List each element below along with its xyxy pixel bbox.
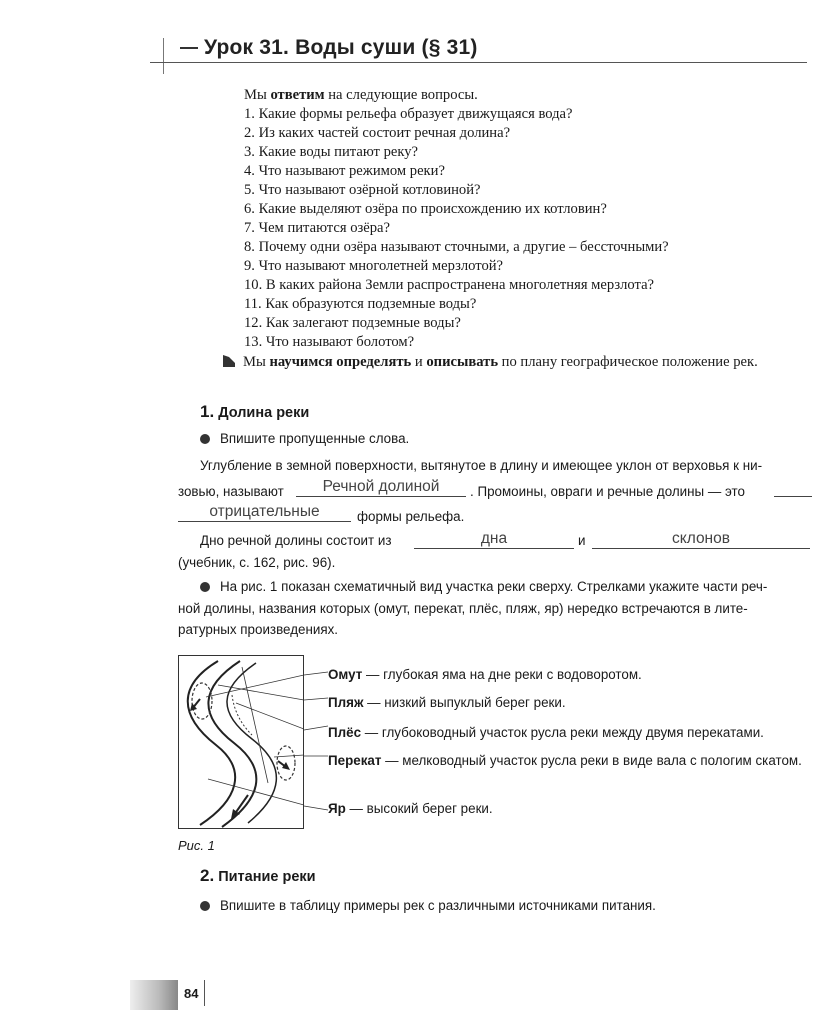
text-line: ратурных произведениях.: [178, 622, 338, 637]
bullet-icon: [200, 434, 210, 444]
answer-field-valley[interactable]: Речной долиной: [296, 478, 466, 497]
text-line: ной долины, названия которых (омут, перекат, плёс, пляж, яр) нередко встречаются в лите-: [178, 601, 748, 616]
question-item: 13. Что называют болотом?: [244, 334, 415, 350]
definition-plyazh: Пляж — низкий выпуклый берег реки.: [328, 695, 566, 710]
lesson-title: Урок 31. Воды суши (§ 31): [204, 36, 478, 59]
header-vertical-rule: [163, 38, 164, 74]
text-line: и: [578, 533, 586, 548]
question-item: 12. Как залегают подземные воды?: [244, 315, 461, 331]
header-rule: [150, 62, 807, 63]
intro-lead: Мы ответим на следующие вопросы.: [244, 87, 478, 103]
section-1-task: Впишите пропущенные слова.: [200, 431, 409, 446]
answer-field-blank[interactable]: [774, 478, 812, 497]
page-number-rule: [204, 980, 205, 1006]
bullet-icon: [200, 901, 210, 911]
section-1-title: 1. Долина реки: [200, 402, 310, 421]
answer-field-negative[interactable]: отрицательные: [178, 503, 351, 522]
text-line: формы рельефа.: [357, 509, 465, 524]
bullet-icon: [200, 582, 210, 592]
section-2-title: 2. Питание реки: [200, 866, 316, 885]
text-line: . Промоины, овраги и речные долины — это: [470, 484, 745, 499]
question-item: 9. Что называют многолетней мерзлотой?: [244, 258, 504, 274]
question-item: 6. Какие выделяют озёра по происхождению их котловин?: [244, 201, 607, 217]
section-1-task-2: На рис. 1 показан схематичный вид участка реки сверху. Стрелками укажите части реч-: [200, 579, 767, 594]
section-2-task: Впишите в таблицу примеры рек с различными источниками питания.: [200, 898, 656, 913]
definition-omut: Омут — глубокая яма на дне реки с водоворотом.: [328, 667, 642, 682]
page-corner-tab: [130, 980, 178, 1010]
question-item: 11. Как образуются подземные воды?: [244, 296, 477, 312]
figure-caption: Рис. 1: [178, 838, 215, 853]
question-item: 1. Какие формы рельефа образует движущаяся вода?: [244, 106, 573, 122]
page-number: 84: [184, 986, 199, 1001]
question-item: 3. Какие воды питают реку?: [244, 144, 419, 160]
question-item: 4. Что называют режимом реки?: [244, 163, 445, 179]
text-line: (учебник, с. 162, рис. 96).: [178, 555, 336, 570]
learn-marker-icon: [222, 354, 236, 368]
header-dash: [180, 47, 198, 49]
text-line: Углубление в земной поверхности, вытянутое в длину и имеющее уклон от верховья к ни-: [200, 458, 763, 473]
text-line: Дно речной долины состоит из: [200, 533, 392, 548]
question-item: 7. Чем питаются озёра?: [244, 220, 390, 236]
definition-perekat: Перекат — мелководный участок русла реки в виде вала с пологим скатом.: [328, 753, 802, 768]
question-item: 10. В каких района Земли распространена многолетняя мерзлота?: [244, 277, 655, 293]
answer-field-slopes[interactable]: склонов: [592, 530, 810, 549]
question-item: 2. Из каких частей состоит речная долина?: [244, 125, 511, 141]
answer-field-bottom[interactable]: дна: [414, 530, 574, 549]
learn-statement: Мы научимся определять и описывать по плану географическое положение рек.: [243, 354, 758, 370]
river-diagram: [178, 655, 304, 829]
definition-ples: Плёс — глубоководный участок русла реки между двумя перекатами.: [328, 725, 764, 740]
question-item: 8. Почему одни озёра называют сточными, а другие – бессточными?: [244, 239, 669, 255]
definition-yar: Яр — высокий берег реки.: [328, 801, 493, 816]
pointer-lines: [300, 660, 330, 820]
question-item: 5. Что называют озёрной котловиной?: [244, 182, 481, 198]
text-line: зовью, называют: [178, 484, 284, 499]
